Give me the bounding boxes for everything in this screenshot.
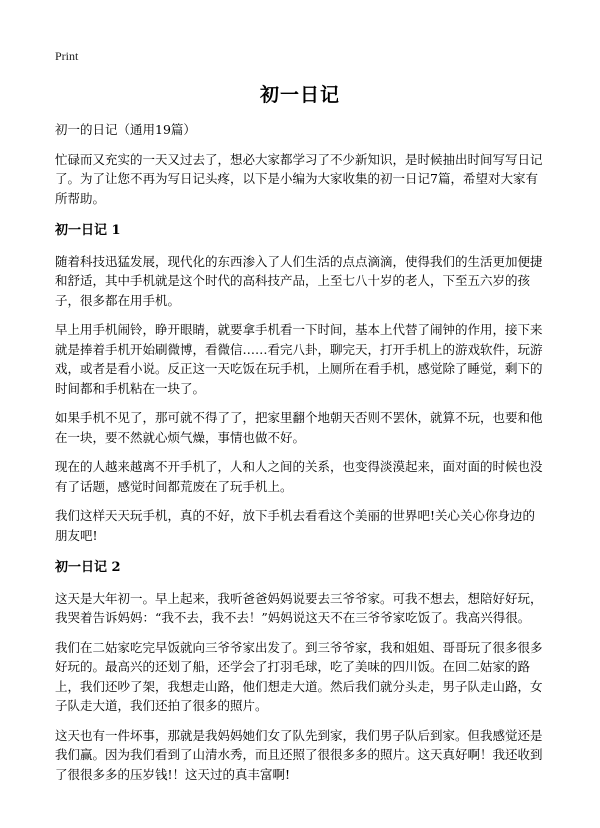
intro-paragraph: 忙碌而又充实的一天又过去了，想必大家都学习了不少新知识，是时候抽出时间写写日记了。为了让您不再为写日记头疼，以下是小编为大家收集的初一日记7篇，希望对大家有所帮助。 <box>55 151 543 206</box>
paragraph: 我们在二姑家吃完早饭就向三爷爷家出发了。到三爷爷家，我和姐姐、哥哥玩了很多很多好玩的。最高兴的还划了船，还学会了打羽毛球，吃了美味的四川饭。在回二姑家的路上，我们还吵了架，我想走山路，他们想走大道。然后我们就分头走，男子队走山路，女子队走大道，我们还拍了很多的照片。 <box>55 639 543 713</box>
paragraph: 我们这样天天玩手机，真的不好，放下手机去看看这个美丽的世界吧!关心关心你身边的朋友吧! <box>55 508 536 543</box>
paragraph: 这天也有一件坏事，那就是我妈妈她们女了队先到家，我们男子队后到家。但我感觉还是我们赢。因为我们看到了山清水秀，而且还照了很很多多的照片。这天真好啊！我还收到了很很多多的压岁钱!！这天过的真丰富啊! <box>55 727 543 782</box>
paragraph: 如果手机不见了，那可就不得了了，把家里翻个地朝天否则不罢休，就算不玩，也要和他在一块，要不然就心烦气燥，事情也做不好。 <box>55 410 543 445</box>
paragraph: 现在的人越来越离不开手机了，人和人之间的关系，也变得淡漠起来，面对面的时候也没有了话题，感觉时间都荒废在了玩手机上。 <box>55 459 543 494</box>
paragraph: 随着科技迅猛发展，现代化的东西渗入了人们生活的点点滴滴，使得我们的生活更加便捷和舒适，其中手机就是这个时代的高科技产品，上至七八十岁的老人，下至五六岁的孩子，很多都在用手机。 <box>55 253 543 308</box>
article-body <box>55 120 547 794</box>
paragraph: 早上用手机闹铃，睁开眼睛，就要拿手机看一下时间，基本上代替了闹钟的作用，接下来就是捧着手机开始刷微博，看微信……看完八卦，聊完天，打开手机上的游戏软件，玩游戏，或者是看小说。反正这一天吃饭在玩手机，上厕所在看手机，感觉除了睡觉，剩下的时间都和手机粘在一块了。 <box>55 322 543 396</box>
print-link[interactable]: Print <box>55 49 79 63</box>
page-title: 初一日记 <box>259 84 340 106</box>
paragraph: 这天是大年初一。早上起来，我听爸爸妈妈说要去三爷爷家。可我不想去，想陪好好玩，我哭着告诉妈妈：“我不去，我不去！”妈妈说这天不在三爷爷家吃饭了。我高兴得很。 <box>55 590 543 625</box>
section-heading: 初一日记 2 <box>55 560 121 575</box>
diary-section-1 <box>55 221 547 545</box>
section-heading: 初一日记 1 <box>55 223 121 238</box>
diary-section-2 <box>55 558 547 784</box>
article-subtitle: 初一的日记（通用19篇） <box>55 122 196 137</box>
